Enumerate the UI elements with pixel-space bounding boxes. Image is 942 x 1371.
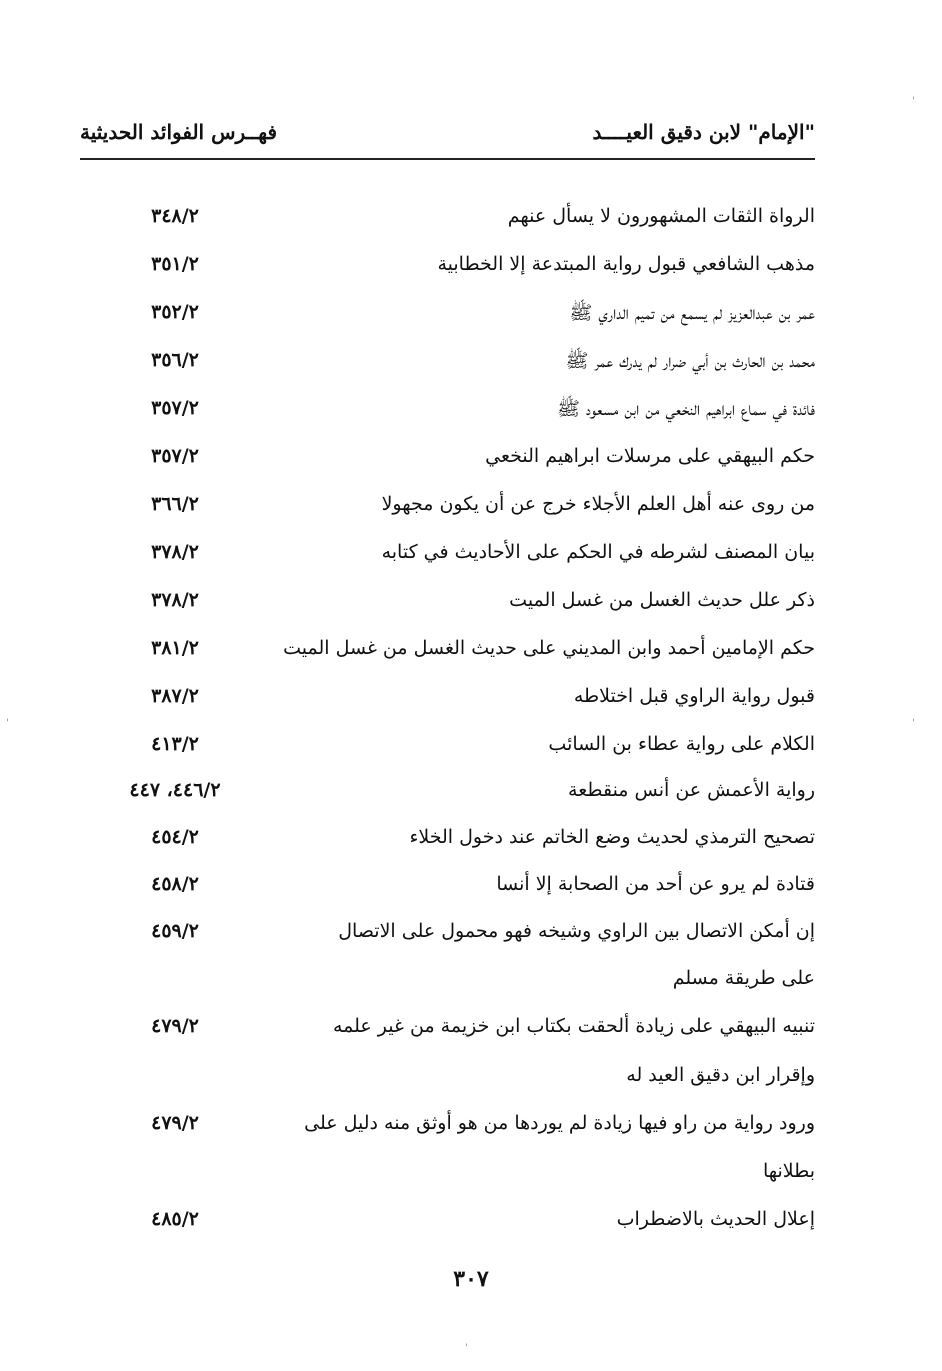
entry-title: حكم الإمامين أحمد وابن المديني على حديث الغسل من غسل الميت [283,637,815,659]
entry-title: وإقرار ابن دقيق العيد له [626,1064,815,1086]
page-number: ٣٠٧ [453,1266,489,1292]
entry-page-ref: ٣٥٧/٢ [151,397,199,419]
section-title: فهــرس الفوائد الحديثية [80,120,278,144]
entry-title: عمر بن عبدالعزيز لم يسمع من تميم الداري ﷺ [569,302,815,324]
entry-title: حكم البيهقي على مرسلات ابراهيم النخعي [485,445,815,467]
entry-page-ref: ٣٤٨/٢ [151,205,199,227]
entry-page-ref: ٤٤٦/٢، ٤٤٧ [129,779,221,801]
entry-page-ref: ٣٥١/٢ [151,253,199,275]
entry-title: بطلانها [762,1160,815,1182]
entry-title: على طريقة مسلم [672,967,815,989]
entry-page-ref: ٣٥٦/٢ [151,349,199,371]
entry-title: إن أمكن الاتصال بين الراوي وشيخه فهو محمول على الاتصال [338,920,815,942]
entry-title: تنبيه البيهقي على زيادة ألحقت بكتاب ابن خزيمة من غير علمه [332,1015,815,1037]
book-title: "الإمام" لابن دقيق العيــــد [592,120,815,144]
entry-page-ref: ٤٥٤/٢ [151,826,199,848]
entry-title: فائدة في سماع ابراهيم النخعي من ابن مسعود ﷺ [556,398,815,420]
entry-page-ref: ٣٨٧/٢ [151,685,199,707]
entry-page-ref: ٤٧٩/٢ [151,1112,199,1134]
entry-page-ref: ٤٨٥/٢ [151,1208,199,1230]
entry-title: ورود رواية من راو فيها زيادة لم يوردها من هو أوثق منه دليل على [304,1112,815,1134]
scan-mark: ' [912,96,915,107]
scan-mark: ' [465,1343,468,1354]
entry-title: بيان المصنف لشرطه في الحكم على الأحاديث في كتابه [381,541,815,563]
entry-page-ref: ٤٧٩/٢ [151,1015,199,1037]
entry-title: قتادة لم يرو عن أحد من الصحابة إلا أنسا [496,873,815,895]
entry-title: من روى عنه أهل العلم الأجلاء خرج عن أن يكون مجهولا [381,493,815,515]
entry-title: إعلال الحديث بالاضطراب [616,1208,815,1230]
entry-title: قبول رواية الراوي قبل اختلاطه [573,685,815,707]
entry-title: محمد بن الحارث بن أبي ضرار لم يدرك عمر ﷺ [565,350,815,372]
entry-title: الرواة الثقات المشهورون لا يسأل عنهم [507,205,815,227]
entry-title: تصحيح الترمذي لحديث وضع الخاتم عند دخول الخلاء [409,826,815,848]
entry-page-ref: ٤١٣/٢ [151,733,199,755]
scan-mark: ' [6,718,9,729]
entry-title: الكلام على رواية عطاء بن السائب [548,733,815,755]
entry-page-ref: ٣٦٦/٢ [151,493,199,515]
entry-page-ref: ٣٧٨/٢ [151,541,199,563]
running-header [80,120,815,156]
entry-page-ref: ٤٥٩/٢ [151,920,199,942]
entry-page-ref: ٣٥٧/٢ [151,445,199,467]
entry-page-ref: ٣٥٢/٢ [151,301,199,323]
entry-title: مذهب الشافعي قبول رواية المبتدعة إلا الخطابية [437,253,815,275]
header-divider [80,158,815,160]
entry-title: ذكر علل حديث الغسل من غسل الميت [509,589,815,611]
entry-page-ref: ٣٧٨/٢ [151,589,199,611]
scan-mark: ' [912,718,915,729]
entry-title: رواية الأعمش عن أنس منقطعة [568,779,815,801]
entry-page-ref: ٣٨١/٢ [151,637,199,659]
entry-page-ref: ٤٥٨/٢ [151,873,199,895]
